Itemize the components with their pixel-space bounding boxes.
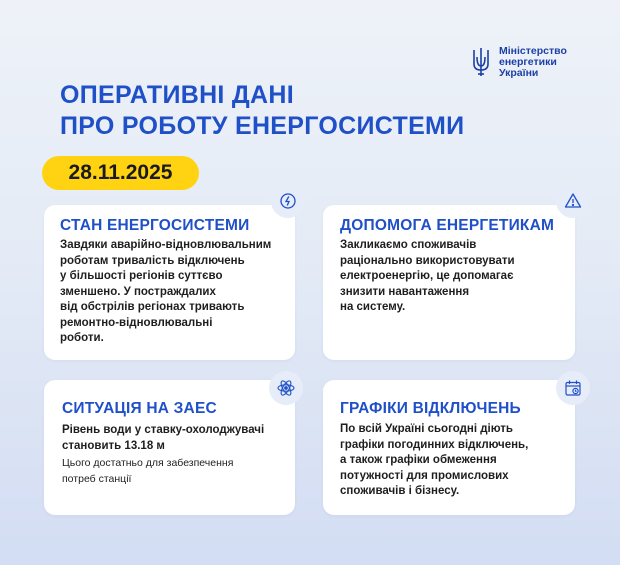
card-grid-status-text [60,238,271,347]
card-help-title: ДОПОМОГА ЕНЕРГЕТИКАМ [340,217,555,234]
text-line: електроенергію, це допомагає [340,270,514,282]
ministry-line-3: України [499,67,539,79]
atom-icon [269,371,303,405]
text-line: а також графіки обмеження [340,454,497,466]
page-title [60,80,464,142]
text-line: Завдяки аварійно-відновлювальним [60,239,272,251]
text-line: у більшості регіонів суттєво [60,270,223,282]
card-schedules-title: ГРАФІКИ ВІДКЛЮЧЕНЬ [340,400,521,417]
text-line: становить 13.18 м [62,439,165,452]
ministry-line-1: Міністерство [499,45,567,57]
text-line: раціонально використовувати [340,254,515,267]
warning-icon [556,184,590,218]
text-line: потужності для промислових [340,469,509,482]
text-line: на систему. [340,301,406,313]
page-title-line-1: ОПЕРАТИВНІ ДАНІ [60,81,294,109]
text-line: роботам тривалість відключень [60,254,245,267]
trident-icon [471,46,491,78]
ministry-line-2: енергетики [499,56,557,68]
text-line: від обстрілів регіонах тривають [60,301,245,313]
card-zaes-title: СИТУАЦІЯ НА ЗАЕС [62,400,217,417]
text-line: зменшено. У постраждалих [60,285,216,298]
card-grid-status-title: СТАН ЕНЕРГОСИСТЕМИ [60,217,250,234]
text-line: ремонтно-відновлювальні [60,316,213,329]
ministry-logo [471,46,567,79]
text-line: споживачів і бізнесу. [340,485,460,497]
calendar-icon [556,371,590,405]
text-line: графіки погодинних відключень, [340,438,529,451]
text-line: Цього достатньо для забезпечення [62,457,234,469]
text-line: потреб станції [62,472,132,485]
text-line: По всій Україні сьогодні діють [340,423,513,435]
power-shield-icon [271,184,305,218]
page-title-line-2: ПРО РОБОТУ ЕНЕРГОСИСТЕМИ [60,112,465,140]
text-line: роботи. [60,332,104,344]
ministry-name [499,46,567,79]
card-schedules-text [340,422,528,500]
card-help-text [340,238,515,316]
text-line: Рівень води у ставку-охолоджувачі [62,424,265,436]
text-line: Закликаємо споживачів [340,239,477,251]
text-line: знизити навантаження [340,285,470,298]
date-badge: 28.11.2025 [42,156,199,190]
card-zaes-text [62,423,264,487]
